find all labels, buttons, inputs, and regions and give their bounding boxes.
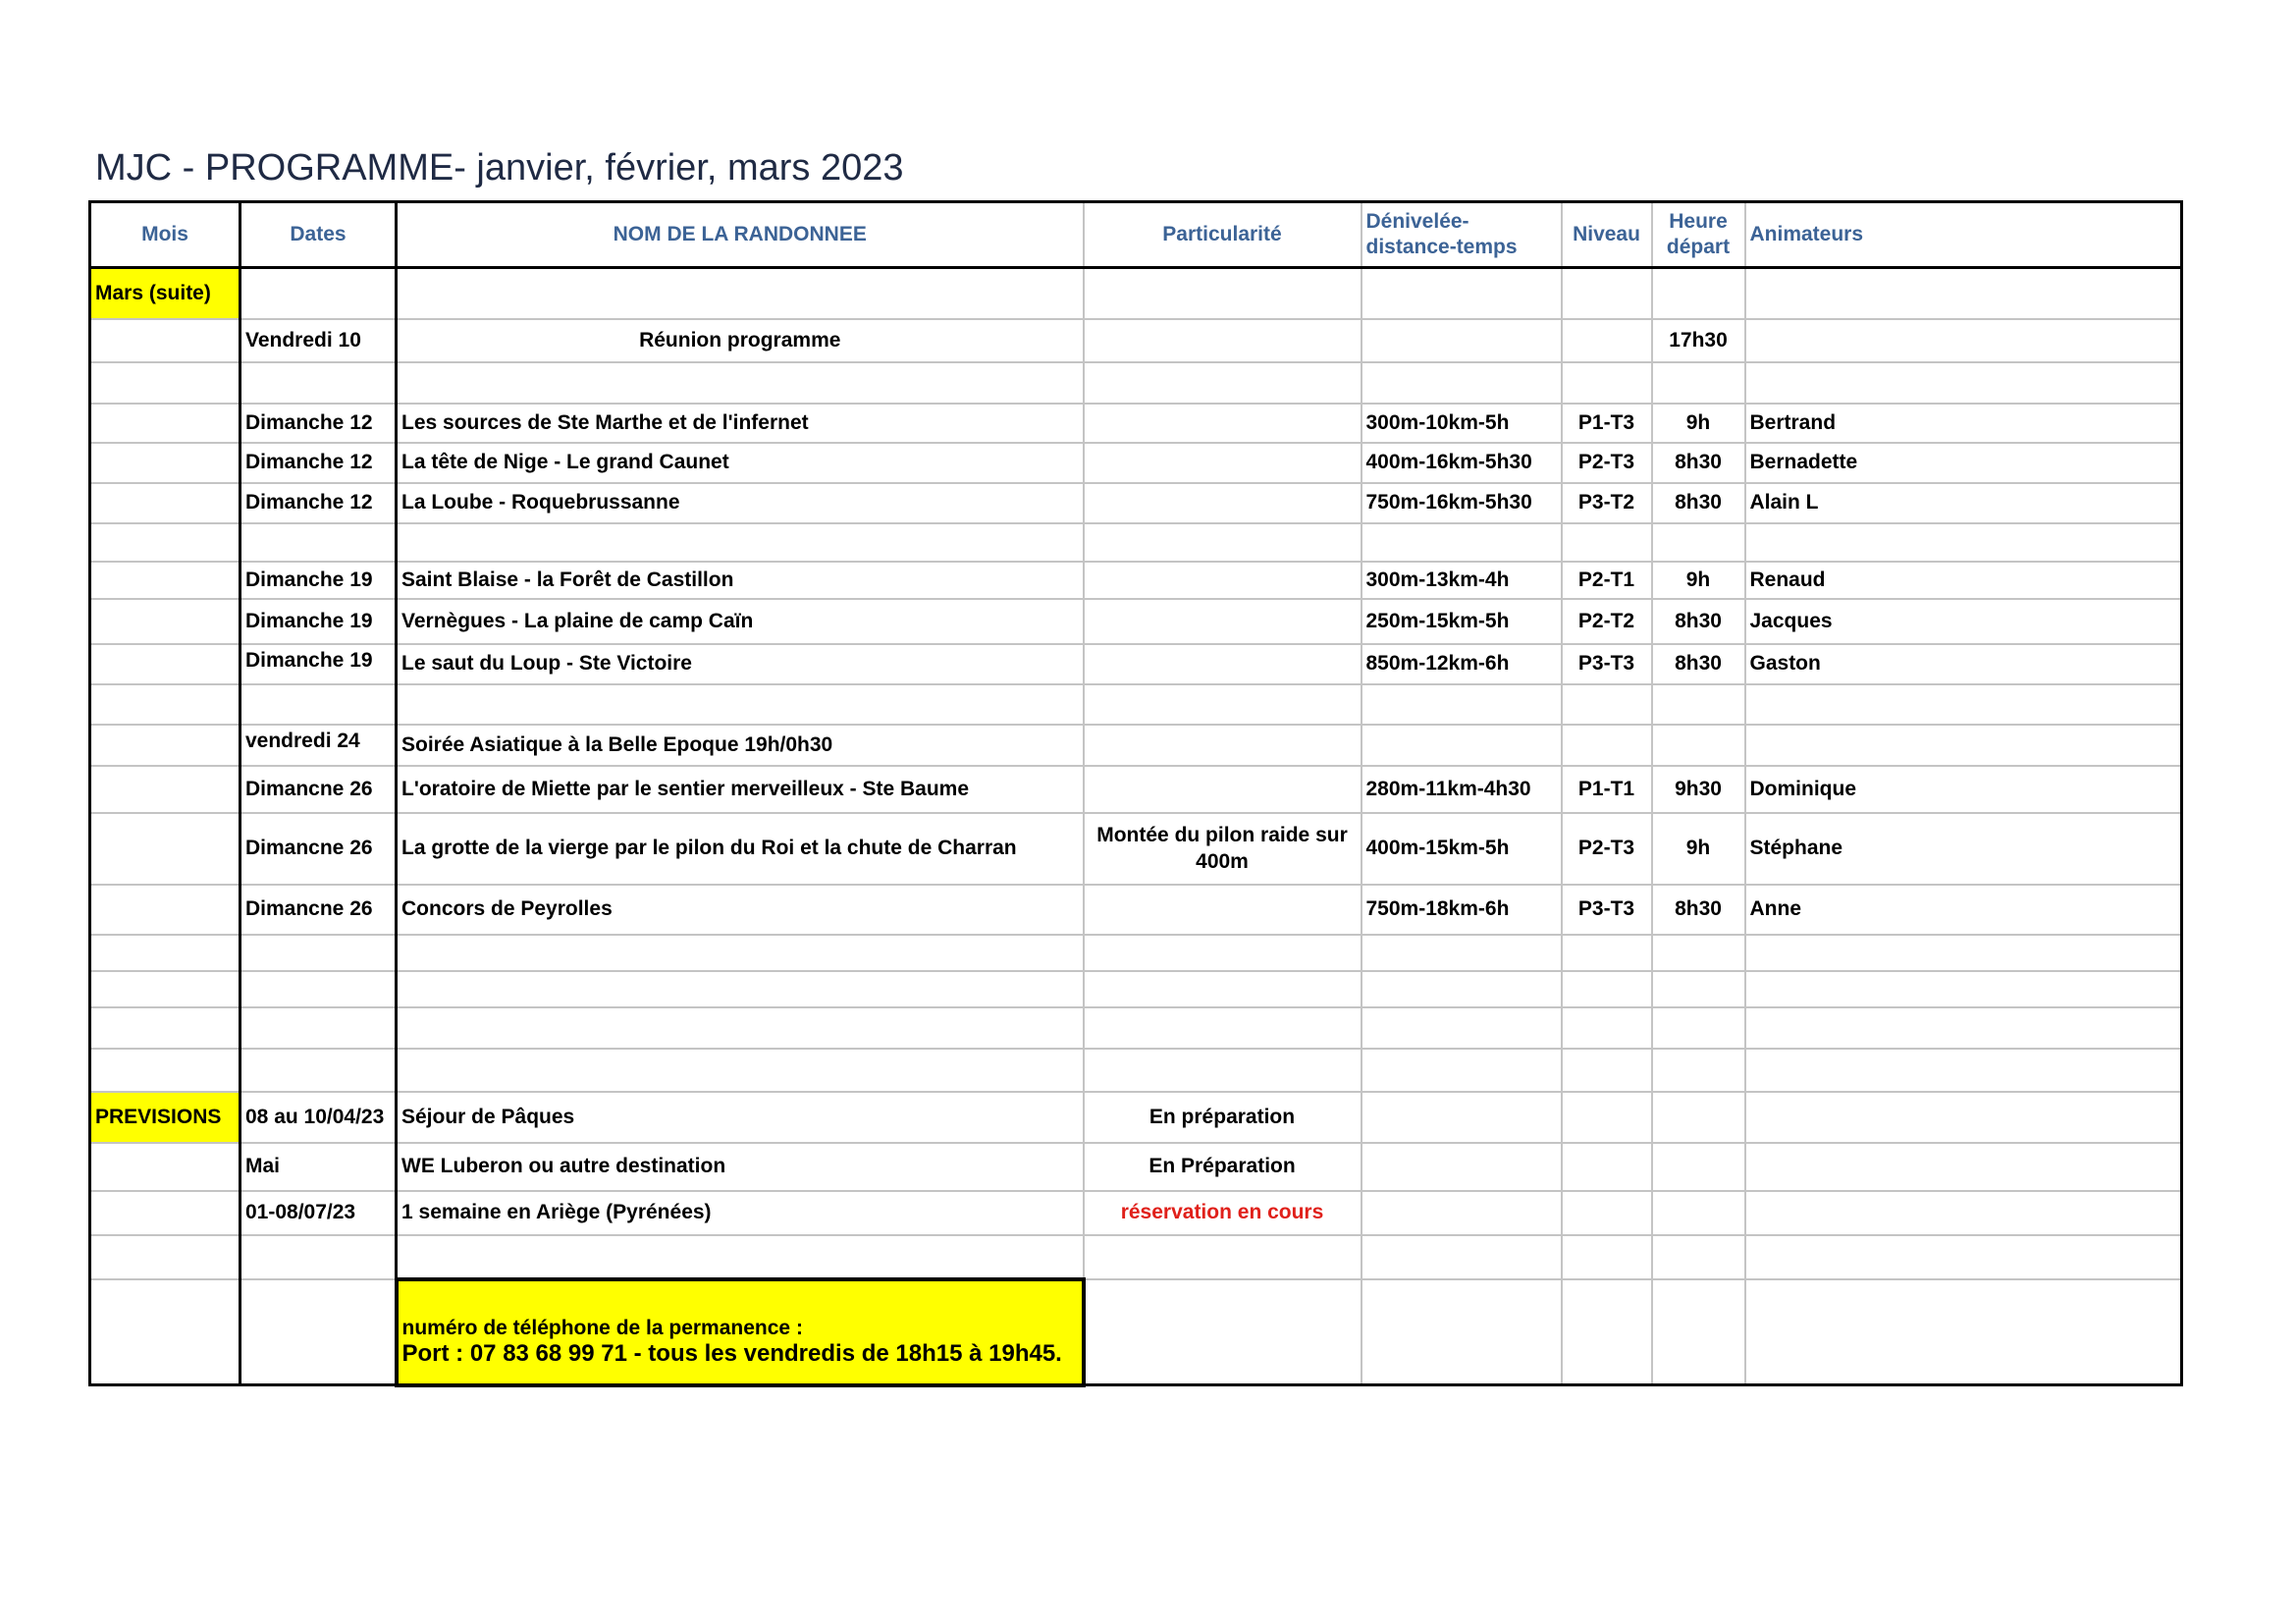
cell-date: Dimanche 12 (240, 443, 397, 483)
cell-particularite (1084, 684, 1362, 725)
cell-heure: 8h30 (1652, 443, 1745, 483)
cell-particularite (1084, 935, 1362, 971)
cell-particularite (1084, 1007, 1362, 1049)
cell-animateurs (1745, 1143, 2182, 1191)
cell-nom (397, 1049, 1084, 1092)
cell-heure: 9h (1652, 562, 1745, 599)
cell-niveau: P2-T3 (1562, 443, 1652, 483)
cell-niveau (1562, 1235, 1652, 1279)
cell-date (240, 684, 397, 725)
cell-date: Mai (240, 1143, 397, 1191)
cell-niveau (1562, 971, 1652, 1007)
cell-animateurs: Bertrand (1745, 404, 2182, 443)
cell-mois (90, 483, 240, 523)
cell-date: Dimanche 19 (240, 644, 397, 684)
cell-animateurs: Alain L (1745, 483, 2182, 523)
table-row (90, 1007, 2182, 1049)
cell-mois (90, 1007, 240, 1049)
cell-denivelee (1362, 1279, 1562, 1385)
cell-niveau (1562, 684, 1652, 725)
table-row (90, 483, 2182, 523)
cell-denivelee (1362, 1143, 1562, 1191)
cell-nom (397, 935, 1084, 971)
header-niveau: Niveau (1562, 202, 1652, 268)
cell-heure (1652, 935, 1745, 971)
cell-denivelee (1362, 1191, 1562, 1235)
cell-niveau (1562, 725, 1652, 766)
cell-mois (90, 362, 240, 404)
cell-heure (1652, 725, 1745, 766)
cell-heure: 8h30 (1652, 644, 1745, 684)
cell-particularite (1084, 766, 1362, 813)
cell-heure: 8h30 (1652, 599, 1745, 644)
cell-particularite (1084, 1279, 1362, 1385)
cell-niveau (1562, 268, 1652, 319)
cell-denivelee: 250m-15km-5h (1362, 599, 1562, 644)
cell-niveau (1562, 1279, 1652, 1385)
cell-particularite (1084, 885, 1362, 935)
table-row (90, 1049, 2182, 1092)
cell-denivelee (1362, 268, 1562, 319)
cell-animateurs: Gaston (1745, 644, 2182, 684)
table-row (90, 1235, 2182, 1279)
cell-animateurs (1745, 1092, 2182, 1143)
permanence-row (90, 1279, 2182, 1385)
cell-date (240, 268, 397, 319)
cell-animateurs (1745, 935, 2182, 971)
cell-denivelee (1362, 1049, 1562, 1092)
table-row (90, 1092, 2182, 1143)
cell-nom (397, 684, 1084, 725)
cell-date (240, 935, 397, 971)
cell-mois (90, 885, 240, 935)
cell-heure (1652, 1191, 1745, 1235)
cell-animateurs: Renaud (1745, 562, 2182, 599)
cell-denivelee: 750m-18km-6h (1362, 885, 1562, 935)
cell-animateurs: Stéphane (1745, 813, 2182, 885)
cell-niveau (1562, 523, 1652, 562)
table-row (90, 562, 2182, 599)
header-heure (1652, 202, 1745, 268)
header-dates: Dates (240, 202, 397, 268)
permanence-box (397, 1279, 1084, 1385)
table-row (90, 885, 2182, 935)
cell-heure (1652, 1279, 1745, 1385)
cell-niveau (1562, 1092, 1652, 1143)
cell-date (240, 971, 397, 1007)
cell-mois: Mars (suite) (90, 268, 240, 319)
cell-animateurs (1745, 1235, 2182, 1279)
header-mois: Mois (90, 202, 240, 268)
table-row (90, 644, 2182, 684)
table-row (90, 725, 2182, 766)
table-row (90, 404, 2182, 443)
cell-heure: 17h30 (1652, 319, 1745, 362)
cell-heure: 8h30 (1652, 885, 1745, 935)
cell-niveau (1562, 319, 1652, 362)
cell-mois (90, 971, 240, 1007)
table-row (90, 935, 2182, 971)
cell-denivelee (1362, 725, 1562, 766)
header-denivelee (1362, 202, 1562, 268)
cell-date: Dimanche 19 (240, 599, 397, 644)
header-denivelee-line2: distance-temps (1365, 236, 1518, 258)
cell-niveau: P3-T3 (1562, 885, 1652, 935)
cell-niveau: P1-T3 (1562, 404, 1652, 443)
cell-particularite (1084, 319, 1362, 362)
cell-particularite (1084, 562, 1362, 599)
cell-mois (90, 523, 240, 562)
header-nom: NOM DE LA RANDONNEE (397, 202, 1084, 268)
cell-particularite (1084, 404, 1362, 443)
cell-niveau: P3-T3 (1562, 644, 1652, 684)
cell-date: Dimancne 26 (240, 813, 397, 885)
cell-date: vendredi 24 (240, 725, 397, 766)
cell-niveau (1562, 1007, 1652, 1049)
cell-mois (90, 725, 240, 766)
cell-denivelee (1362, 684, 1562, 725)
table-row (90, 319, 2182, 362)
cell-animateurs (1745, 523, 2182, 562)
cell-mois (90, 766, 240, 813)
cell-nom: Soirée Asiatique à la Belle Epoque 19h/0h30 (397, 725, 1084, 766)
cell-niveau: P1-T1 (1562, 766, 1652, 813)
cell-animateurs: Dominique (1745, 766, 2182, 813)
cell-animateurs (1745, 725, 2182, 766)
cell-denivelee (1362, 971, 1562, 1007)
cell-date (240, 1007, 397, 1049)
cell-date (240, 362, 397, 404)
cell-nom: 1 semaine en Ariège (Pyrénées) (397, 1191, 1084, 1235)
cell-nom: Concors de Peyrolles (397, 885, 1084, 935)
header-row (90, 202, 2182, 268)
cell-denivelee (1362, 935, 1562, 971)
table-row (90, 362, 2182, 404)
cell-nom (397, 971, 1084, 1007)
cell-denivelee (1362, 1092, 1562, 1143)
cell-mois (90, 1049, 240, 1092)
cell-mois (90, 684, 240, 725)
cell-date: 01-08/07/23 (240, 1191, 397, 1235)
cell-heure: 9h (1652, 404, 1745, 443)
cell-nom: Vernègues - La plaine de camp Caïn (397, 599, 1084, 644)
cell-nom: La tête de Nige - Le grand Caunet (397, 443, 1084, 483)
cell-mois (90, 562, 240, 599)
cell-heure (1652, 971, 1745, 1007)
cell-niveau (1562, 1191, 1652, 1235)
cell-mois (90, 813, 240, 885)
cell-heure (1652, 684, 1745, 725)
cell-particularite (1084, 725, 1362, 766)
cell-mois (90, 1235, 240, 1279)
cell-nom: Réunion programme (397, 319, 1084, 362)
cell-date (240, 1279, 397, 1385)
cell-mois (90, 1143, 240, 1191)
cell-date: Dimancne 26 (240, 766, 397, 813)
cell-niveau: P2-T3 (1562, 813, 1652, 885)
table-row (90, 1143, 2182, 1191)
cell-mois (90, 1279, 240, 1385)
cell-heure (1652, 1143, 1745, 1191)
cell-date (240, 523, 397, 562)
table-row (90, 268, 2182, 319)
header-animateurs: Animateurs (1745, 202, 2182, 268)
cell-animateurs: Bernadette (1745, 443, 2182, 483)
permanence-phone: Port : 07 83 68 99 71 - tous les vendredis de 18h15 à 19h45. (401, 1339, 1062, 1367)
cell-animateurs: Anne (1745, 885, 2182, 935)
cell-niveau: P3-T2 (1562, 483, 1652, 523)
cell-particularite (1084, 523, 1362, 562)
cell-nom: L'oratoire de Miette par le sentier merveilleux - Ste Baume (397, 766, 1084, 813)
header-heure-line2: départ (1666, 236, 1731, 258)
cell-denivelee: 750m-16km-5h30 (1362, 483, 1562, 523)
cell-heure (1652, 523, 1745, 562)
table-row (90, 1191, 2182, 1235)
cell-mois (90, 644, 240, 684)
table-row (90, 971, 2182, 1007)
cell-denivelee (1362, 1235, 1562, 1279)
cell-denivelee: 300m-13km-4h (1362, 562, 1562, 599)
cell-nom (397, 523, 1084, 562)
cell-heure (1652, 268, 1745, 319)
cell-date: Dimanche 12 (240, 404, 397, 443)
cell-heure: 9h30 (1652, 766, 1745, 813)
cell-date: Dimanche 19 (240, 562, 397, 599)
cell-particularite: En Préparation (1084, 1143, 1362, 1191)
cell-animateurs (1745, 1007, 2182, 1049)
cell-heure: 8h30 (1652, 483, 1745, 523)
cell-date: Vendredi 10 (240, 319, 397, 362)
cell-niveau (1562, 362, 1652, 404)
cell-date: Dimanche 12 (240, 483, 397, 523)
cell-particularite (1084, 443, 1362, 483)
cell-particularite: Montée du pilon raide sur 400m (1084, 813, 1362, 885)
cell-nom (397, 1007, 1084, 1049)
cell-denivelee: 400m-15km-5h (1362, 813, 1562, 885)
cell-mois (90, 599, 240, 644)
cell-mois (90, 1191, 240, 1235)
cell-animateurs (1745, 971, 2182, 1007)
cell-niveau: P2-T2 (1562, 599, 1652, 644)
cell-particularite (1084, 1049, 1362, 1092)
page-title: MJC - PROGRAMME- janvier, février, mars 2023 (95, 147, 904, 189)
cell-heure (1652, 362, 1745, 404)
cell-denivelee (1362, 319, 1562, 362)
cell-denivelee: 400m-16km-5h30 (1362, 443, 1562, 483)
cell-nom (397, 1235, 1084, 1279)
cell-animateurs (1745, 684, 2182, 725)
cell-date: Dimancne 26 (240, 885, 397, 935)
cell-nom (397, 268, 1084, 319)
cell-denivelee (1362, 1007, 1562, 1049)
cell-date (240, 1049, 397, 1092)
table-row (90, 523, 2182, 562)
cell-particularite (1084, 599, 1362, 644)
cell-denivelee: 850m-12km-6h (1362, 644, 1562, 684)
cell-particularite: En préparation (1084, 1092, 1362, 1143)
cell-mois (90, 319, 240, 362)
cell-heure (1652, 1092, 1745, 1143)
cell-denivelee: 280m-11km-4h30 (1362, 766, 1562, 813)
cell-date (240, 1235, 397, 1279)
cell-nom: WE Luberon ou autre destination (397, 1143, 1084, 1191)
cell-animateurs (1745, 1191, 2182, 1235)
header-denivelee-line1: Dénivelée- (1365, 210, 1469, 233)
table-row (90, 813, 2182, 885)
table-row (90, 443, 2182, 483)
cell-niveau (1562, 1049, 1652, 1092)
cell-mois: PREVISIONS (90, 1092, 240, 1143)
cell-animateurs (1745, 268, 2182, 319)
cell-mois (90, 404, 240, 443)
cell-nom: Les sources de Ste Marthe et de l'infernet (397, 404, 1084, 443)
cell-niveau (1562, 1143, 1652, 1191)
cell-heure (1652, 1007, 1745, 1049)
cell-particularite (1084, 362, 1362, 404)
cell-heure: 9h (1652, 813, 1745, 885)
programme-table (88, 200, 2183, 1387)
cell-animateurs (1745, 362, 2182, 404)
cell-niveau: P2-T1 (1562, 562, 1652, 599)
table-row (90, 599, 2182, 644)
cell-heure (1652, 1049, 1745, 1092)
cell-nom: Séjour de Pâques (397, 1092, 1084, 1143)
cell-particularite (1084, 268, 1362, 319)
cell-niveau (1562, 935, 1652, 971)
cell-nom: La Loube - Roquebrussanne (397, 483, 1084, 523)
cell-animateurs: Jacques (1745, 599, 2182, 644)
cell-animateurs (1745, 1279, 2182, 1385)
cell-nom (397, 362, 1084, 404)
table-row (90, 766, 2182, 813)
cell-denivelee (1362, 523, 1562, 562)
cell-particularite (1084, 644, 1362, 684)
cell-nom: La grotte de la vierge par le pilon du Roi et la chute de Charran (397, 813, 1084, 885)
cell-nom: Le saut du Loup - Ste Victoire (397, 644, 1084, 684)
table-row (90, 684, 2182, 725)
cell-date: 08 au 10/04/23 (240, 1092, 397, 1143)
cell-mois (90, 935, 240, 971)
cell-particularite (1084, 971, 1362, 1007)
cell-mois (90, 443, 240, 483)
cell-particularite (1084, 1235, 1362, 1279)
cell-denivelee (1362, 362, 1562, 404)
header-particularite: Particularité (1084, 202, 1362, 268)
cell-nom: Saint Blaise - la Forêt de Castillon (397, 562, 1084, 599)
cell-animateurs (1745, 1049, 2182, 1092)
header-heure-line1: Heure (1669, 210, 1728, 233)
cell-animateurs (1745, 319, 2182, 362)
cell-particularite (1084, 483, 1362, 523)
permanence-label: numéro de téléphone de la permanence : (401, 1316, 803, 1339)
cell-heure (1652, 1235, 1745, 1279)
cell-particularite: réservation en cours (1084, 1191, 1362, 1235)
cell-denivelee: 300m-10km-5h (1362, 404, 1562, 443)
